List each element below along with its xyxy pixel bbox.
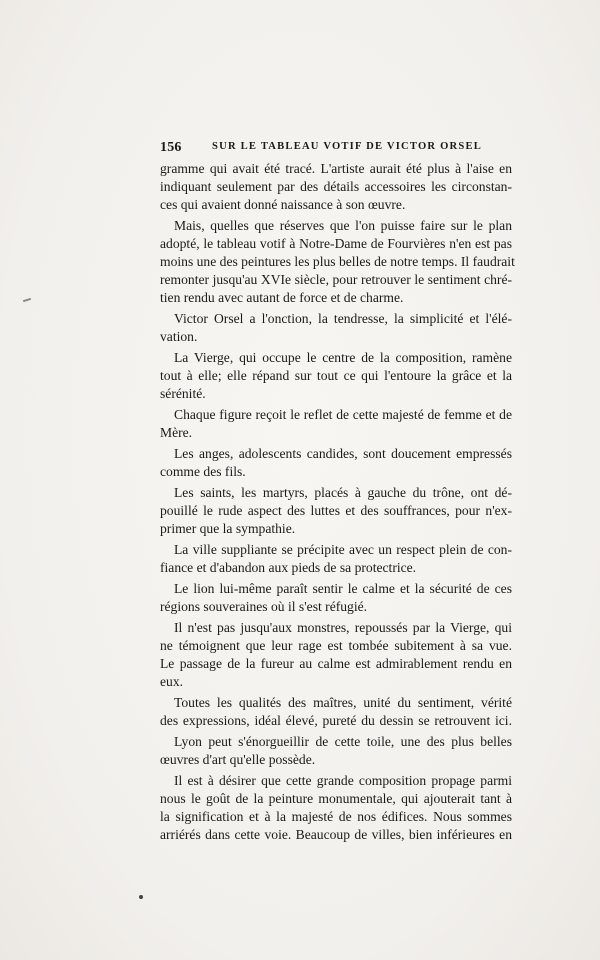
text-line: ces qui avaient donné naissance à son œuvre.	[160, 197, 406, 212]
text-line: ne témoignent que leur rage est tombée subitement à sa vue.	[160, 638, 512, 653]
text-line: La ville suppliante se précipite avec un respect plein de con-	[174, 542, 512, 557]
text-line: eux.	[160, 674, 184, 689]
text-line: Mère.	[160, 425, 193, 440]
text-line: primer que la sympathie.	[160, 521, 296, 536]
page-speck	[139, 895, 143, 899]
text-line: comme des fils.	[160, 464, 246, 479]
text-line: vation.	[160, 329, 198, 344]
text-line: tout à elle; elle répand sur tout ce qui l'entoure la grâce et la	[160, 368, 512, 383]
text-line: indiquant seulement par des détails accessoires les circonstan-	[160, 179, 512, 194]
text-line: tien rendu avec autant de force et de charme.	[160, 290, 404, 305]
page-header	[160, 140, 512, 158]
text-line: moins une des peintures les plus belles de notre temps. Il faudrait	[160, 254, 515, 269]
text-line: Toutes les qualités des maîtres, unité du sentiment, vérité	[174, 695, 512, 710]
running-title: SUR LE TABLEAU VOTIF DE VICTOR ORSEL	[212, 141, 483, 152]
text-line: Chaque figure reçoit le reflet de cette majesté de femme et de	[174, 407, 512, 422]
text-line: Les saints, les martyrs, placés à gauche du trône, ont dé-	[174, 485, 512, 500]
text-line: des expressions, idéal élevé, pureté du dessin se retrouvent ici.	[160, 713, 512, 728]
text-line: Les anges, adolescents candides, sont doucement empressés	[174, 446, 512, 461]
text-line: nous le goût de la peinture monumentale, qui ajouterait tant à	[160, 791, 512, 806]
text-line: régions souveraines où il s'est réfugié.	[160, 599, 368, 614]
text-line: Le lion lui-même paraît sentir le calme et la sécurité de ces	[174, 581, 512, 596]
page-number: 156	[160, 140, 182, 155]
text-line: pouillé le rude aspect des luttes et des souffrances, pour n'ex-	[160, 503, 512, 518]
text-line: Le passage de la fureur au calme est admirablement rendu en	[160, 656, 512, 671]
text-line: œuvres d'art qu'elle possède.	[160, 752, 316, 767]
text-line: adopté, le tableau votif à Notre-Dame de Fourvières n'en est pas	[160, 236, 512, 251]
text-line: gramme qui avait été tracé. L'artiste aurait été plus à l'aise en	[160, 161, 512, 176]
page-speck	[23, 298, 31, 302]
text-line: Victor Orsel a l'onction, la tendresse, la simplicité et l'élé-	[174, 311, 512, 326]
text-line: Mais, quelles que réserves que l'on puisse faire sur le plan	[174, 218, 512, 233]
text-line: remonter jusqu'au XVIe siècle, pour retrouver le sentiment chré-	[160, 272, 512, 287]
text-line: Il est à désirer que cette grande composition propage parmi	[174, 773, 512, 788]
text-line: Lyon peut s'énorgueillir de cette toile, une des plus belles	[174, 734, 512, 749]
text-line: sérénité.	[160, 386, 206, 401]
text-line: La Vierge, qui occupe le centre de la composition, ramène	[174, 350, 512, 365]
text-line: arriérés dans cette voie. Beaucoup de villes, bien inférieures en	[160, 827, 512, 842]
text-line: fiance et d'abandon aux pieds de sa protectrice.	[160, 560, 417, 575]
text-line: la signification et à la majesté de nos édifices. Nous sommes	[160, 809, 512, 824]
text-line: Il n'est pas jusqu'aux monstres, repoussés par la Vierge, qui	[174, 620, 512, 635]
